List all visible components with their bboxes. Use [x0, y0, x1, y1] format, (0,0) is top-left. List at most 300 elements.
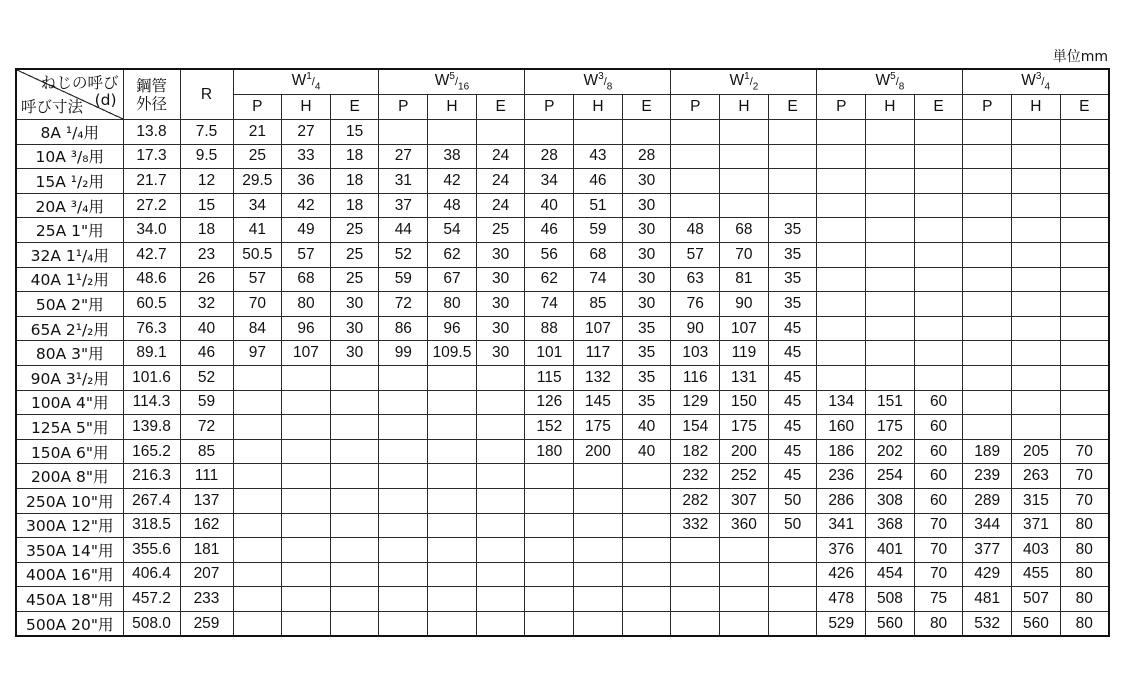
value-cell-h: 205: [1012, 439, 1061, 464]
value-cell-h: [1012, 365, 1061, 390]
value-cell-p: 429: [963, 562, 1012, 587]
value-cell-h: [574, 538, 623, 563]
value-cell-e: 80: [1060, 513, 1109, 538]
value-cell-h: [282, 488, 331, 513]
value-cell-h: [282, 365, 331, 390]
value-cell-e: 70: [914, 513, 963, 538]
fraction-slash: /: [749, 76, 753, 89]
value-cell-h: 200: [574, 439, 623, 464]
thread-group-numerator: 1: [744, 71, 750, 83]
value-cell-h: 96: [428, 316, 477, 341]
value-cell-h: [866, 218, 915, 243]
value-cell-e: [768, 611, 817, 636]
value-cell-h: 42: [428, 169, 477, 194]
r-value-cell: 18: [180, 218, 233, 243]
value-cell-h: [428, 587, 477, 612]
nominal-size-cell: 500A 20"用: [16, 611, 123, 636]
value-cell-h: 175: [720, 415, 769, 440]
value-cell-p: 56: [525, 242, 574, 267]
value-cell-h: [1012, 242, 1061, 267]
subcol-header-e: E: [330, 95, 379, 120]
value-cell-e: [330, 488, 379, 513]
value-cell-e: 30: [622, 292, 671, 317]
thread-group-header: [233, 69, 379, 95]
value-cell-p: [379, 538, 428, 563]
value-cell-p: 50.5: [233, 242, 282, 267]
value-cell-p: [233, 562, 282, 587]
subcol-header-e: E: [1060, 95, 1109, 120]
value-cell-h: [720, 144, 769, 169]
value-cell-h: 48: [428, 193, 477, 218]
value-cell-h: [574, 611, 623, 636]
value-cell-h: 150: [720, 390, 769, 415]
value-cell-h: 454: [866, 562, 915, 587]
value-cell-p: [817, 292, 866, 317]
value-cell-p: [525, 611, 574, 636]
table-row: [16, 365, 1109, 390]
value-cell-e: [914, 242, 963, 267]
value-cell-p: 529: [817, 611, 866, 636]
value-cell-p: 76: [671, 292, 720, 317]
value-cell-h: 96: [282, 316, 331, 341]
value-cell-h: [866, 120, 915, 145]
table-row: [16, 316, 1109, 341]
value-cell-p: [525, 464, 574, 489]
value-cell-e: [476, 415, 525, 440]
value-cell-h: 74: [574, 267, 623, 292]
value-cell-p: 72: [379, 292, 428, 317]
value-cell-e: 45: [768, 365, 817, 390]
value-cell-h: 62: [428, 242, 477, 267]
thread-group-main: W: [583, 72, 599, 90]
r-value-cell: 59: [180, 390, 233, 415]
value-cell-e: [330, 439, 379, 464]
value-cell-p: [671, 144, 720, 169]
pipe-od-cell: 267.4: [123, 488, 180, 513]
value-cell-p: 40: [525, 193, 574, 218]
value-cell-e: 28: [622, 144, 671, 169]
nominal-size-cell: 350A 14"用: [16, 538, 123, 563]
value-cell-h: 90: [720, 292, 769, 317]
value-cell-p: [817, 193, 866, 218]
fraction-slash: /: [454, 76, 459, 89]
value-cell-e: [622, 488, 671, 513]
value-cell-p: [817, 316, 866, 341]
pipe-od-cell: 48.6: [123, 267, 180, 292]
value-cell-e: 30: [476, 341, 525, 366]
value-cell-h: [282, 415, 331, 440]
table-row: [16, 513, 1109, 538]
value-cell-h: [428, 390, 477, 415]
value-cell-e: 24: [476, 169, 525, 194]
value-cell-h: 119: [720, 341, 769, 366]
value-cell-p: [379, 439, 428, 464]
value-cell-h: 33: [282, 144, 331, 169]
value-cell-p: [525, 538, 574, 563]
value-cell-h: 42: [282, 193, 331, 218]
pipe-od-cell: 406.4: [123, 562, 180, 587]
value-cell-h: 315: [1012, 488, 1061, 513]
value-cell-e: [330, 464, 379, 489]
value-cell-e: [622, 562, 671, 587]
nominal-size-cell: 90A 3¹/₂用: [16, 365, 123, 390]
value-cell-h: 36: [282, 169, 331, 194]
table-row: [16, 439, 1109, 464]
pipe-od-line1: 鋼管: [135, 76, 167, 95]
value-cell-e: 70: [1060, 488, 1109, 513]
r-value-cell: 12: [180, 169, 233, 194]
value-cell-p: 28: [525, 144, 574, 169]
value-cell-e: [768, 562, 817, 587]
r-value-cell: 40: [180, 316, 233, 341]
fraction-slash: /: [311, 76, 315, 89]
value-cell-p: [963, 415, 1012, 440]
value-cell-h: [428, 513, 477, 538]
value-cell-h: 145: [574, 390, 623, 415]
subcol-header-p: P: [379, 95, 428, 120]
value-cell-h: 81: [720, 267, 769, 292]
value-cell-p: [233, 587, 282, 612]
value-cell-e: 30: [330, 341, 379, 366]
value-cell-h: 38: [428, 144, 477, 169]
value-cell-p: [963, 341, 1012, 366]
value-cell-e: [914, 193, 963, 218]
table-row: [16, 488, 1109, 513]
subcol-header-h: H: [574, 95, 623, 120]
subcol-header-e: E: [914, 95, 963, 120]
thread-group-numerator: 1: [306, 71, 312, 83]
value-cell-p: 34: [525, 169, 574, 194]
thread-group-numerator: 5: [890, 71, 896, 83]
value-cell-e: [476, 390, 525, 415]
value-cell-e: 70: [1060, 464, 1109, 489]
value-cell-h: [282, 587, 331, 612]
value-cell-h: [574, 488, 623, 513]
value-cell-h: 107: [282, 341, 331, 366]
table-row: [16, 611, 1109, 636]
value-cell-h: [1012, 292, 1061, 317]
value-cell-p: [817, 365, 866, 390]
value-cell-h: 27: [282, 120, 331, 145]
value-cell-h: 368: [866, 513, 915, 538]
value-cell-p: 59: [379, 267, 428, 292]
thread-group-header: [963, 69, 1109, 95]
pipe-od-cell: 216.3: [123, 464, 180, 489]
thread-dimension-table: [15, 68, 1110, 637]
value-cell-p: 86: [379, 316, 428, 341]
value-cell-h: 54: [428, 218, 477, 243]
pipe-od-cell: 318.5: [123, 513, 180, 538]
r-value-cell: 259: [180, 611, 233, 636]
value-cell-p: 90: [671, 316, 720, 341]
value-cell-e: [476, 365, 525, 390]
unit-label: 単位mm: [1052, 49, 1108, 65]
subcol-header-h: H: [282, 95, 331, 120]
value-cell-p: [963, 169, 1012, 194]
value-cell-p: [963, 365, 1012, 390]
value-cell-e: 30: [622, 169, 671, 194]
value-cell-h: [282, 390, 331, 415]
pipe-od-cell: 508.0: [123, 611, 180, 636]
value-cell-e: 60: [914, 439, 963, 464]
thread-group-denominator: 8: [606, 81, 613, 93]
value-cell-h: 131: [720, 365, 769, 390]
value-cell-p: 25: [233, 144, 282, 169]
value-cell-e: [330, 415, 379, 440]
corner-thread-label: ねじの呼び: [40, 74, 119, 92]
value-cell-p: 377: [963, 538, 1012, 563]
value-cell-e: [622, 464, 671, 489]
value-cell-p: 289: [963, 488, 1012, 513]
fraction-slash: /: [895, 76, 899, 89]
value-cell-e: [476, 464, 525, 489]
value-cell-e: [1060, 120, 1109, 145]
value-cell-h: [720, 538, 769, 563]
table-row: [16, 144, 1109, 169]
thread-group-main: W: [434, 72, 450, 90]
value-cell-p: [963, 193, 1012, 218]
value-cell-p: 189: [963, 439, 1012, 464]
value-cell-h: [282, 439, 331, 464]
value-cell-h: [282, 562, 331, 587]
value-cell-h: 371: [1012, 513, 1061, 538]
value-cell-e: [330, 562, 379, 587]
pipe-od-cell: 34.0: [123, 218, 180, 243]
r-value-cell: 52: [180, 365, 233, 390]
value-cell-e: [1060, 316, 1109, 341]
value-cell-p: 44: [379, 218, 428, 243]
r-header: R: [180, 69, 233, 120]
thread-group-header: [671, 69, 817, 95]
value-cell-e: 25: [330, 218, 379, 243]
value-cell-e: 80: [1060, 587, 1109, 612]
pipe-od-cell: 457.2: [123, 587, 180, 612]
thread-group-main: W: [1021, 72, 1036, 90]
thread-group-denominator: 16: [458, 81, 470, 93]
value-cell-e: 30: [622, 193, 671, 218]
r-value-cell: 9.5: [180, 144, 233, 169]
nominal-size-cell: 50A 2"用: [16, 292, 123, 317]
subcol-header-p: P: [233, 95, 282, 120]
value-cell-e: [330, 390, 379, 415]
value-cell-e: [914, 144, 963, 169]
value-cell-e: 25: [330, 267, 379, 292]
table-row: [16, 267, 1109, 292]
value-cell-p: 160: [817, 415, 866, 440]
value-cell-h: 70: [720, 242, 769, 267]
value-cell-e: [1060, 218, 1109, 243]
value-cell-h: [428, 415, 477, 440]
value-cell-e: 45: [768, 390, 817, 415]
value-cell-p: 239: [963, 464, 1012, 489]
value-cell-h: [428, 488, 477, 513]
value-cell-p: [379, 120, 428, 145]
pipe-od-cell: 17.3: [123, 144, 180, 169]
value-cell-e: 60: [914, 464, 963, 489]
value-cell-h: [866, 292, 915, 317]
value-cell-e: [330, 513, 379, 538]
value-cell-h: 263: [1012, 464, 1061, 489]
r-value-cell: 111: [180, 464, 233, 489]
value-cell-e: 35: [622, 365, 671, 390]
value-cell-e: 60: [914, 488, 963, 513]
value-cell-p: 532: [963, 611, 1012, 636]
value-cell-p: 282: [671, 488, 720, 513]
value-cell-p: [671, 562, 720, 587]
value-cell-p: 154: [671, 415, 720, 440]
value-cell-h: [574, 120, 623, 145]
value-cell-h: [1012, 218, 1061, 243]
value-cell-p: [817, 144, 866, 169]
subcol-header-p: P: [525, 95, 574, 120]
value-cell-p: [233, 390, 282, 415]
value-cell-e: [914, 267, 963, 292]
value-cell-h: 80: [428, 292, 477, 317]
value-cell-h: [282, 464, 331, 489]
subcol-header-e: E: [622, 95, 671, 120]
value-cell-h: [282, 538, 331, 563]
r-value-cell: 207: [180, 562, 233, 587]
value-cell-e: 25: [476, 218, 525, 243]
value-cell-p: [671, 193, 720, 218]
r-value-cell: 7.5: [180, 120, 233, 145]
value-cell-p: 426: [817, 562, 866, 587]
value-cell-e: [768, 538, 817, 563]
value-cell-e: [476, 538, 525, 563]
nominal-size-cell: 65A 2¹/₂用: [16, 316, 123, 341]
value-cell-p: 34: [233, 193, 282, 218]
pipe-od-cell: 21.7: [123, 169, 180, 194]
value-cell-p: 116: [671, 365, 720, 390]
nominal-size-cell: 10A ³/₈用: [16, 144, 123, 169]
value-cell-e: [1060, 267, 1109, 292]
r-value-cell: 15: [180, 193, 233, 218]
table-row: [16, 242, 1109, 267]
pipe-od-cell: 355.6: [123, 538, 180, 563]
value-cell-p: [671, 611, 720, 636]
corner-size-label: 呼び寸法: [21, 98, 84, 116]
value-cell-e: [476, 120, 525, 145]
r-value-cell: 46: [180, 341, 233, 366]
value-cell-e: 35: [768, 292, 817, 317]
header-row-groups: [16, 69, 1109, 95]
value-cell-p: [525, 120, 574, 145]
value-cell-p: 478: [817, 587, 866, 612]
value-cell-h: [1012, 267, 1061, 292]
value-cell-e: [768, 587, 817, 612]
value-cell-e: [476, 488, 525, 513]
value-cell-p: 57: [671, 242, 720, 267]
table-row: [16, 415, 1109, 440]
value-cell-e: [914, 341, 963, 366]
subcol-header-p: P: [671, 95, 720, 120]
value-cell-p: 115: [525, 365, 574, 390]
value-cell-h: [428, 464, 477, 489]
subcol-header-e: E: [476, 95, 525, 120]
value-cell-p: [817, 218, 866, 243]
value-cell-h: 57: [282, 242, 331, 267]
value-cell-h: [282, 513, 331, 538]
pipe-od-cell: 139.8: [123, 415, 180, 440]
table-row: [16, 120, 1109, 145]
corner-thread-sub: (d): [94, 91, 117, 109]
r-value-cell: 72: [180, 415, 233, 440]
value-cell-p: [233, 415, 282, 440]
value-cell-p: 70: [233, 292, 282, 317]
value-cell-p: 126: [525, 390, 574, 415]
table-row: [16, 464, 1109, 489]
value-cell-h: [866, 144, 915, 169]
value-cell-e: [1060, 292, 1109, 317]
nominal-size-cell: 200A 8"用: [16, 464, 123, 489]
value-cell-e: 75: [914, 587, 963, 612]
nominal-size-cell: 25A 1"用: [16, 218, 123, 243]
thread-group-numerator: 3: [598, 71, 604, 83]
value-cell-p: [963, 267, 1012, 292]
value-cell-e: [768, 120, 817, 145]
value-cell-p: 31: [379, 169, 428, 194]
value-cell-h: [1012, 341, 1061, 366]
table-row: [16, 169, 1109, 194]
pipe-od-line2: 外径: [135, 94, 167, 113]
value-cell-h: 175: [866, 415, 915, 440]
value-cell-h: 560: [866, 611, 915, 636]
value-cell-p: [379, 562, 428, 587]
value-cell-p: [379, 390, 428, 415]
value-cell-h: 85: [574, 292, 623, 317]
nominal-size-cell: 100A 4"用: [16, 390, 123, 415]
nominal-size-cell: 80A 3"用: [16, 341, 123, 366]
value-cell-h: 151: [866, 390, 915, 415]
value-cell-p: [525, 562, 574, 587]
value-cell-h: 59: [574, 218, 623, 243]
value-cell-p: 232: [671, 464, 720, 489]
value-cell-p: 97: [233, 341, 282, 366]
value-cell-e: 60: [914, 390, 963, 415]
value-cell-p: [379, 488, 428, 513]
value-cell-h: [1012, 415, 1061, 440]
value-cell-e: [330, 538, 379, 563]
value-cell-p: 182: [671, 439, 720, 464]
value-cell-h: [1012, 169, 1061, 194]
value-cell-p: 99: [379, 341, 428, 366]
value-cell-p: 103: [671, 341, 720, 366]
thread-group-main: W: [875, 72, 891, 90]
value-cell-e: [1060, 144, 1109, 169]
thread-group-denominator: 2: [752, 81, 759, 93]
value-cell-p: [379, 415, 428, 440]
pipe-od-cell: 76.3: [123, 316, 180, 341]
r-value-cell: 162: [180, 513, 233, 538]
value-cell-h: 67: [428, 267, 477, 292]
subcol-header-h: H: [720, 95, 769, 120]
value-cell-p: [525, 513, 574, 538]
value-cell-h: [720, 120, 769, 145]
r-value-cell: 137: [180, 488, 233, 513]
value-cell-p: 152: [525, 415, 574, 440]
value-cell-h: 202: [866, 439, 915, 464]
value-cell-e: 35: [622, 390, 671, 415]
value-cell-e: 60: [914, 415, 963, 440]
value-cell-h: 508: [866, 587, 915, 612]
pipe-od-cell: 60.5: [123, 292, 180, 317]
value-cell-e: [622, 120, 671, 145]
value-cell-e: [476, 587, 525, 612]
nominal-size-cell: 150A 6"用: [16, 439, 123, 464]
value-cell-p: [963, 218, 1012, 243]
pipe-od-cell: 13.8: [123, 120, 180, 145]
value-cell-h: 43: [574, 144, 623, 169]
